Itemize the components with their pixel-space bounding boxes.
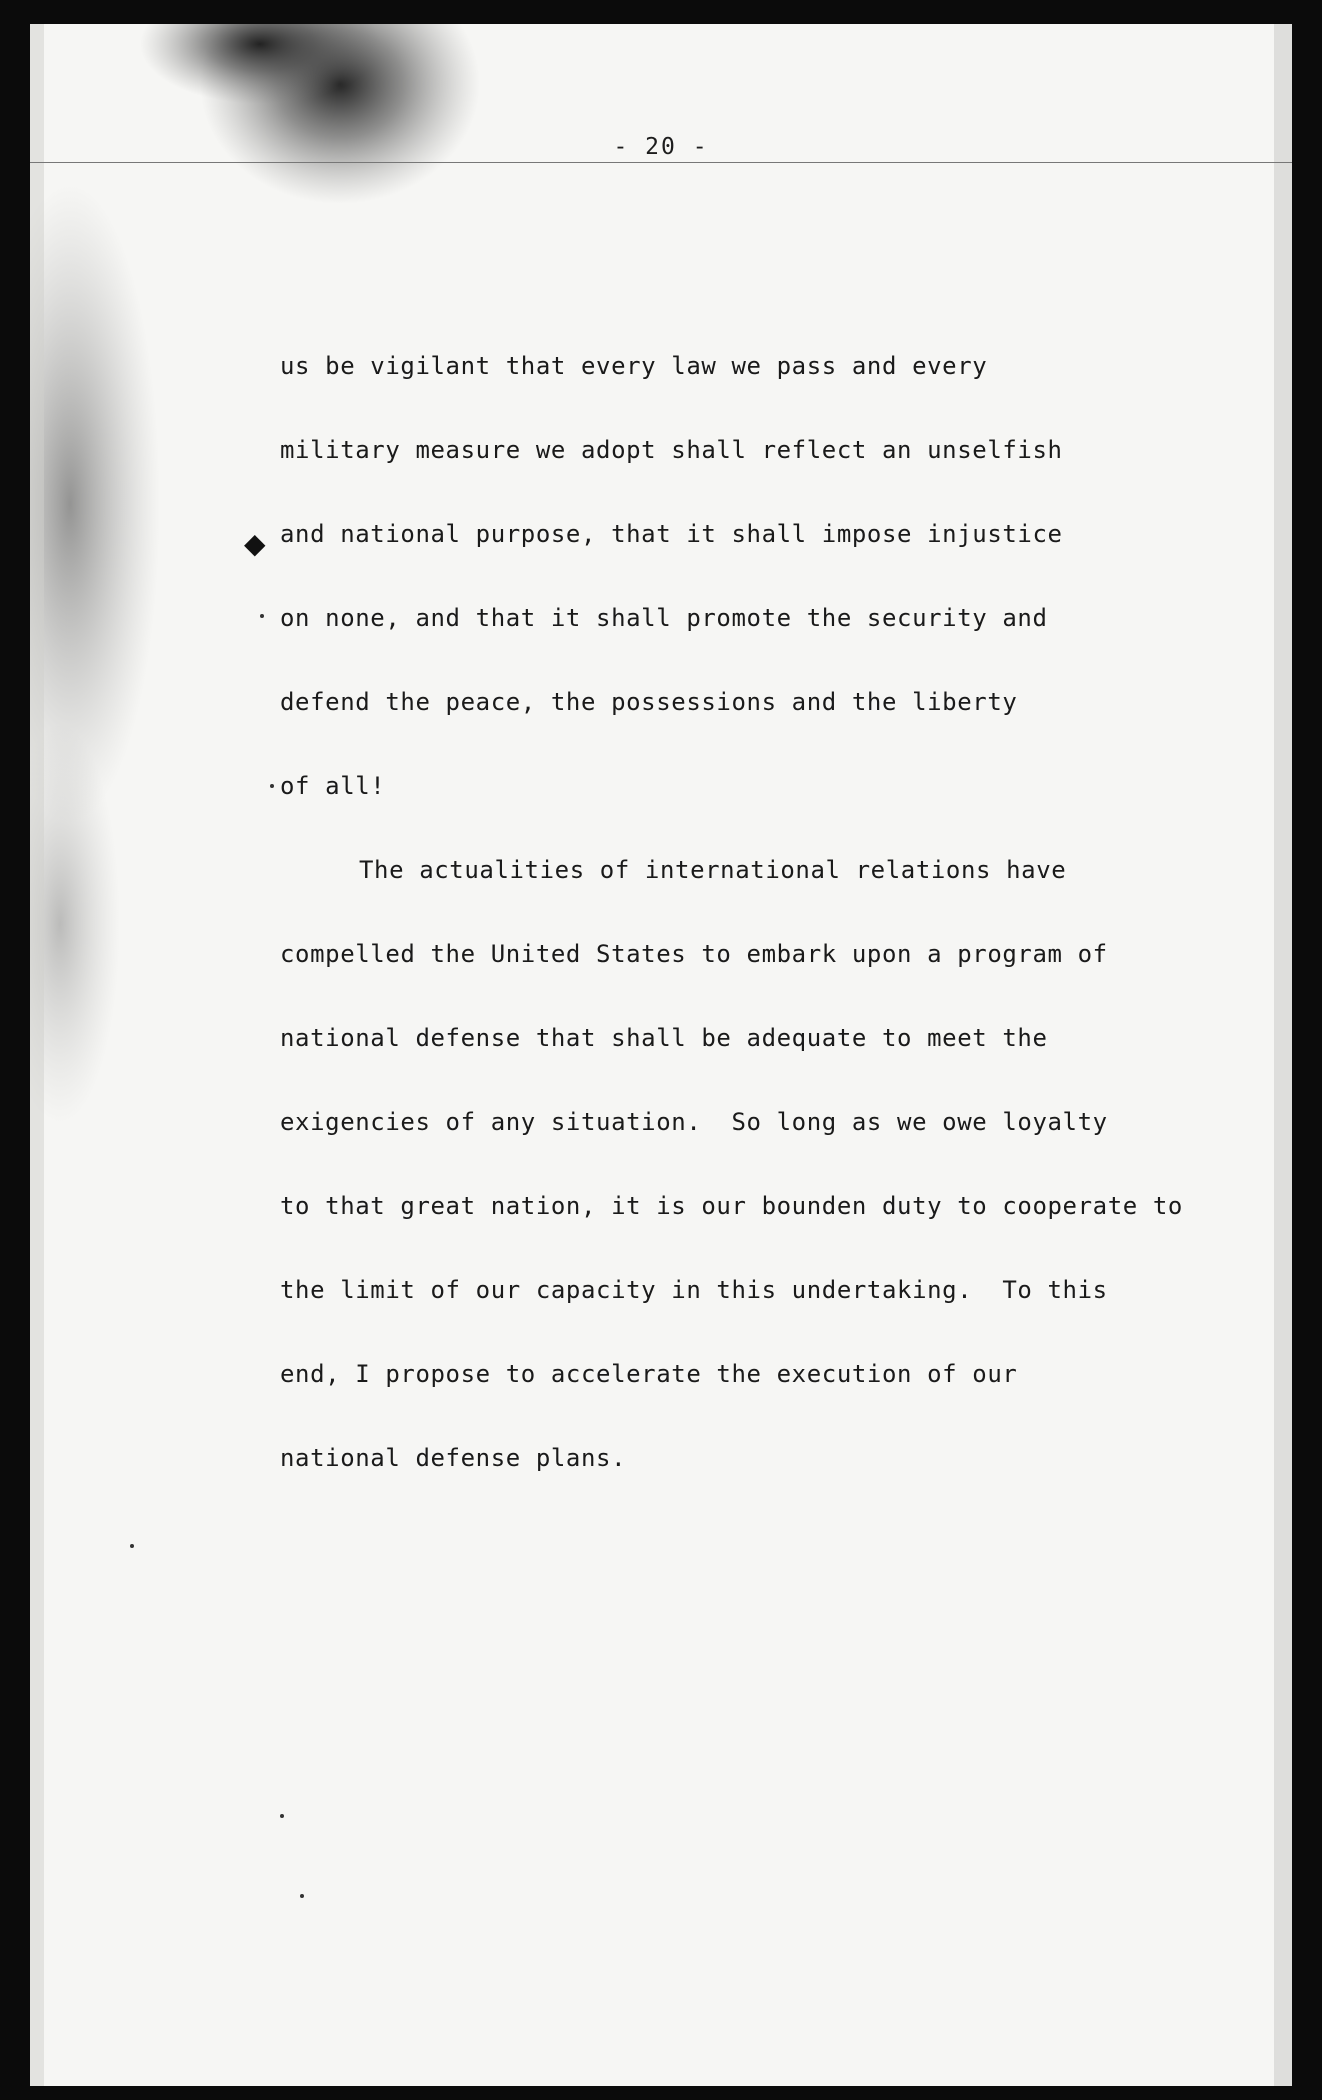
text-line: on none, and that it shall promote the security and (280, 604, 1048, 632)
text-line: The actualities of international relations have (359, 856, 1067, 884)
margin-dot (130, 1544, 134, 1548)
text-line: national defense that shall be adequate to meet the (280, 1024, 1048, 1052)
letter-body (280, 324, 1260, 1500)
text-line: to that great nation, it is our bounden duty to cooperate to (280, 1192, 1183, 1220)
margin-dot (280, 1814, 284, 1818)
text-line: compelled the United States to embark upon a program of (280, 940, 1108, 968)
margin-mark-icon: ◆ (244, 527, 266, 560)
text-line: of all! (280, 772, 386, 800)
text-line: national defense plans. (280, 1444, 627, 1472)
text-line: defend the peace, the possessions and the liberty (280, 688, 1018, 716)
page-number: - 20 - (613, 134, 709, 160)
text-line: the limit of our capacity in this undertaking. To this (280, 1276, 1108, 1304)
text-line: end, I propose to accelerate the execution of our (280, 1360, 1018, 1388)
margin-dot (300, 1894, 304, 1898)
margin-dot (270, 784, 274, 788)
margin-dot (260, 614, 264, 618)
text-line: and national purpose, that it shall impose injustice (280, 520, 1063, 548)
text-line: military measure we adopt shall reflect an unselfish (280, 436, 1063, 464)
paragraph-1 (280, 324, 1260, 828)
text-line: us be vigilant that every law we pass and every (280, 352, 988, 380)
paragraph-2 (280, 828, 1260, 1500)
text-line: exigencies of any situation. So long as we owe loyalty (280, 1108, 1108, 1136)
document-page (30, 24, 1292, 2086)
top-rule (30, 162, 1292, 163)
